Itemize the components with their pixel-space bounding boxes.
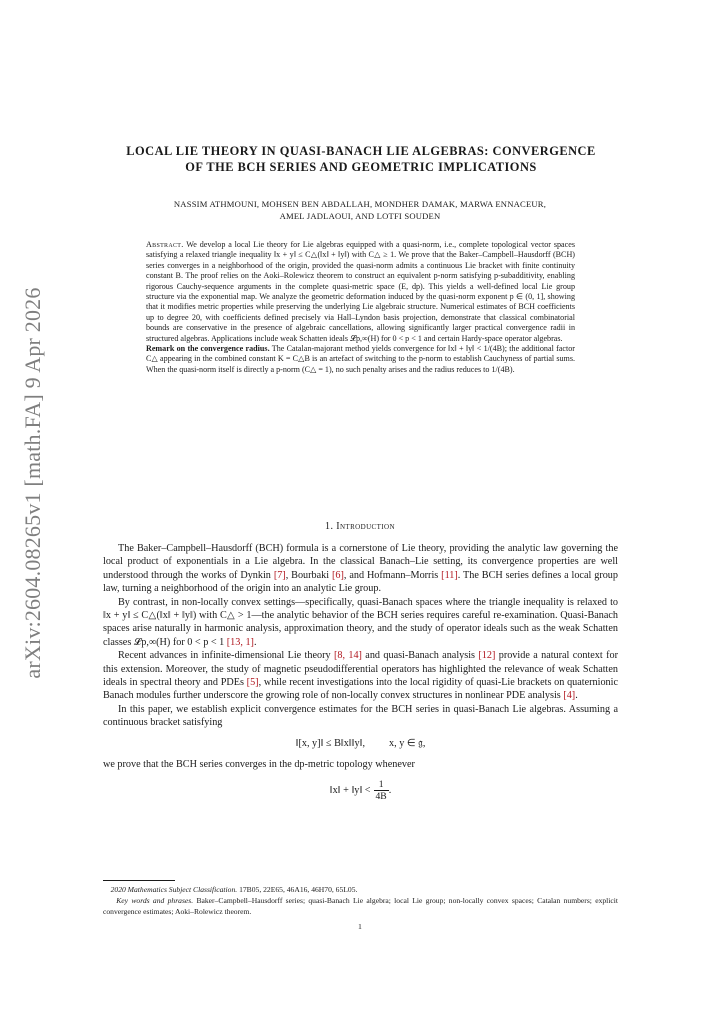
remark-label: Remark on the convergence radius. bbox=[146, 344, 270, 354]
intro-paragraph-2 bbox=[103, 596, 618, 650]
text-run: , Bourbaki bbox=[285, 569, 332, 581]
authors-line-2: AMEL JADLAOUI, AND LOTFI SOUDEN bbox=[279, 211, 441, 221]
equation-lhs: ‖[x, y]‖ ≤ B‖x‖‖y‖, bbox=[295, 737, 366, 749]
text-run: , while recent investigations into the local rigidity of quasi-Lie brackets on quaternionic Banach modules further underscore the growing role of non-locally convex structures in nonlinear PDE analysis bbox=[103, 677, 619, 702]
page-number: 1 bbox=[358, 922, 362, 931]
authors-line-1: NASSIM ATHMOUNI, MOHSEN BEN ABDALLAH, MONDHER DAMAK, MARWA ENNACEUR, bbox=[173, 199, 547, 209]
abstract-paragraph bbox=[146, 240, 575, 344]
keywords-text: Baker–Campbell–Hausdorff series; quasi-Banach Lie algebra; local Lie group; non-locally convex spaces; Catalan numbers; explicit convergence estimates; Aoki–Rolewicz theorem. bbox=[103, 896, 618, 916]
citation-link[interactable]: [4] bbox=[563, 690, 576, 702]
arxiv-stamp bbox=[12, 286, 54, 679]
author-list bbox=[100, 198, 620, 222]
abstract-label: Abstract. bbox=[146, 240, 184, 249]
msc-label: 2020 Mathematics Subject Classification. bbox=[110, 885, 238, 894]
equation-convergence-radius bbox=[103, 779, 618, 802]
remark-paragraph bbox=[146, 344, 575, 375]
text-run: Recent advances in infinite-dimensional Lie theory bbox=[118, 650, 334, 662]
text-run: By contrast, in non-locally convex settings—specifically, quasi-Banach spaces where the triangle inequality is relaxed to ‖x + y‖ ≤ C△(‖x‖ + ‖y‖) with C△ > 1—the analytic behavior of the BCH series requires careful re-examination. Quasi-Banach spaces arise naturally in harmonic analysis, approximation theory, and the study of operator ideals such as the weak Schatten classes 𝓛p,∞(H) for 0 < p < 1 bbox=[103, 596, 618, 648]
intro-paragraph-4: In this paper, we establish explicit convergence estimates for the BCH series in quasi-Banach Lie algebras. Assuming a continuous bracket satisfying bbox=[103, 703, 618, 729]
equation-end: . bbox=[388, 784, 392, 796]
equation-condition: x, y ∈ 𝔤, bbox=[389, 737, 426, 749]
abstract bbox=[146, 240, 575, 375]
intro-paragraph-1 bbox=[103, 542, 618, 596]
intro-paragraph-5: we prove that the BCH series converges in the dp-metric topology whenever bbox=[103, 759, 415, 771]
keywords-label: Key words and phrases. bbox=[116, 896, 194, 905]
citation-link[interactable]: [12] bbox=[478, 650, 496, 662]
citation-link[interactable]: [11] bbox=[441, 569, 458, 581]
title-line-2: OF THE BCH SERIES AND GEOMETRIC IMPLICATIONS bbox=[185, 160, 537, 174]
citation-link[interactable]: [13, 1] bbox=[226, 636, 254, 648]
section-heading-introduction: 1. Introduction bbox=[325, 521, 395, 532]
text-run: The Baker–Campbell–Hausdorff (BCH) formula is a cornerstone of Lie theory, providing the analytic law governing the local product of exponentials in a Lie algebra. In the classical Banach–Lie setting, its convergence properties are well understood through the works of Dynkin bbox=[103, 543, 618, 581]
text-run: . bbox=[575, 690, 578, 702]
fraction-numerator: 1 bbox=[374, 779, 389, 791]
footnote-rule bbox=[103, 880, 175, 881]
paper-title bbox=[96, 143, 626, 175]
fraction bbox=[374, 779, 389, 802]
text-run: provide a natural context for this extension. Moreover, the study of magnetic pseudodifferential operators has highlighted the relevance of weak Schatten ideals in spectral theory and PDEs bbox=[103, 650, 618, 689]
equation-lhs: ‖x‖ + ‖y‖ < bbox=[329, 784, 371, 796]
arxiv-stamp-text: arXiv:2604.08265v1 [math.FA] 9 Apr 2026 bbox=[20, 286, 45, 679]
body-text bbox=[103, 542, 618, 810]
citation-link[interactable]: [6] bbox=[331, 569, 344, 581]
intro-paragraph-3 bbox=[103, 649, 618, 703]
msc-classification bbox=[103, 884, 618, 895]
text-run: , and Hofmann–Morris bbox=[343, 569, 442, 581]
text-run: and quasi-Banach analysis bbox=[361, 650, 479, 662]
msc-text: 17B05, 22E65, 46A16, 46H70, 65L05. bbox=[239, 885, 358, 894]
citation-link[interactable]: [7] bbox=[273, 569, 286, 581]
citation-link[interactable]: [8, 14] bbox=[333, 650, 362, 662]
keywords bbox=[103, 895, 618, 917]
equation-bracket-bound bbox=[103, 737, 618, 750]
remark-text: The Catalan-majorant method yields convergence for ‖x‖ + ‖y‖ < 1/(4B); the additional factor C△ appearing in the combined constant K = C△B is an artefact of switching to the p-norm to establish Cauchyness of partial sums. When the quasi-norm itself is directly a p-norm (C△ = 1), no such penalty arises and the radius reduces to 1/(4B). bbox=[146, 344, 575, 374]
footnote bbox=[103, 884, 618, 917]
citation-link[interactable]: [5] bbox=[246, 677, 259, 689]
abstract-text: We develop a local Lie theory for Lie algebras equipped with a quasi-norm, i.e., complete topological vector spaces satisfying a relaxed triangle inequality ‖x + y‖ ≤ C△(‖x‖ + ‖y‖) with C△ ≥ 1. We prove that the Baker–Campbell–Hausdorff (BCH) series converges in a neighborhood of the origin, provided the quasi-norm admits a continuous Lie bracket with finite continuity constant B. The proof relies on the Aoki–Rolewicz theorem to construct an equivalent p-norm satisfying p-subadditivity, enabling rigorous Cauchy-sequence arguments in the complete quasi-metric space (E, dp). This yields a well-defined local Lie group structure via the exponential map. We analyze the geometric deformation induced by the quasi-norm exponent p ∈ (0, 1], showing that it modifies metric properties while preserving the underlying Lie algebraic structure. Numerical estimates of BCH coefficients up to degree 20, with coefficients defined precisely via Hall–Lyndon basis projection, demonstrate that classical combinatorial bounds are conservative in the presence of algebraic cancellations, allowing significantly larger practical convergence radii in structured algebras. Applications include weak Schatten ideals 𝓛p,∞(H) for 0 < p < 1 and certain Hardy-space operator algebras. bbox=[146, 240, 575, 343]
fraction-denominator: 4B bbox=[375, 790, 387, 802]
text-run: . The BCH series defines a local group law, turning a neighborhood of the origin into an analytic Lie group. bbox=[103, 569, 618, 595]
title-line-1: LOCAL LIE THEORY IN QUASI-BANACH LIE ALGEBRAS: CONVERGENCE bbox=[126, 144, 596, 158]
text-run: . bbox=[253, 636, 257, 648]
